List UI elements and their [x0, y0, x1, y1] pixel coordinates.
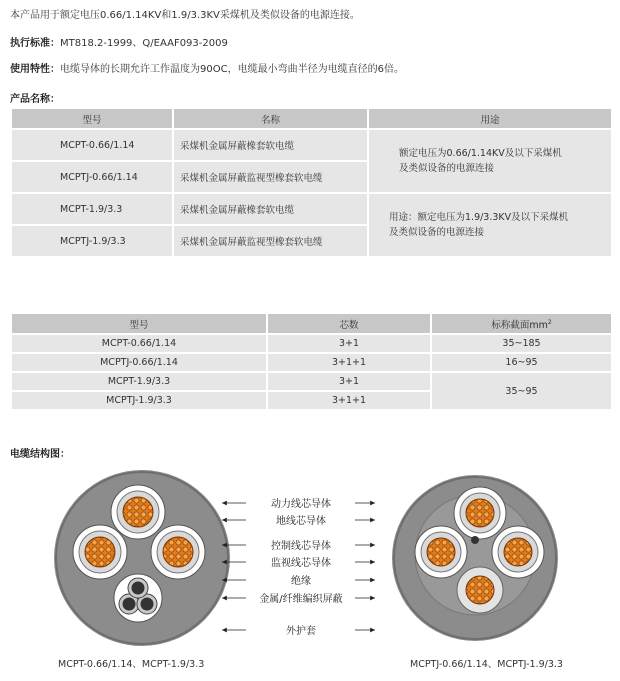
- cell-section: 16~95: [431, 353, 612, 372]
- product-table: [10, 107, 613, 258]
- cell-cores: 3+1+1: [267, 353, 431, 372]
- monitor-core-right: [471, 536, 479, 544]
- intro-text: 本产品用于额定电压0.66/1.14KV和1.9/3.3KV采煤机及类似设备的电源连接。: [10, 10, 360, 21]
- table-row: [11, 334, 612, 353]
- use-1-line-2: 及类似设备的电源连接: [399, 163, 495, 174]
- standard-label: 执行标准：: [10, 38, 60, 49]
- table-row: [11, 372, 612, 391]
- table-row: [11, 129, 612, 161]
- table-header-row: [11, 108, 612, 129]
- structure-labels: [259, 497, 342, 637]
- cell-name: 采煤机金属屏蔽监视型橡套软电缆: [173, 225, 368, 257]
- usage-label: 使用特性：: [10, 64, 60, 75]
- cell-use-2: [368, 193, 612, 257]
- use-2-line-2: 及类似设备的电源连接: [389, 227, 485, 238]
- use-2-line-1: 用途：额定电压为1.9/3.3KV及以下采煤机: [389, 212, 569, 223]
- usage-value: 电缆导体的长期允许工作温度为90OC，电缆最小弯曲半径为电缆直径的6倍。: [60, 64, 404, 75]
- section-header-sup: 2: [547, 318, 552, 326]
- cell-model: MCPT-0.66/1.14: [11, 334, 267, 353]
- power-core-right-l: [415, 526, 467, 578]
- power-core-left-l: [73, 525, 127, 579]
- section-header-text: 标称截面mm: [491, 319, 548, 331]
- standard-value: MT818.2-1999、Q/EAAF093-2009: [60, 38, 228, 49]
- cell-section: 35~185: [431, 334, 612, 353]
- label-shield: 金属/纤维编织屏蔽: [259, 594, 343, 605]
- power-core-right-r: [492, 526, 544, 578]
- label-monitor-conductor: 监视线芯导体: [271, 558, 331, 569]
- col-header-cores: 芯数: [267, 313, 431, 334]
- cell-name: 采煤机金属屏蔽监视型橡套软电缆: [173, 161, 368, 193]
- power-core-right-top: [454, 487, 506, 539]
- standard-line: [10, 34, 228, 49]
- col-header-model: 型号: [11, 313, 267, 334]
- control-cores-left: [114, 574, 162, 622]
- cell-model: MCPTJ-0.66/1.14: [11, 353, 267, 372]
- cable-right: [392, 475, 558, 641]
- col-header-section: [431, 313, 612, 334]
- cable-left: [54, 470, 230, 646]
- structure-heading: 电缆结构图：: [10, 449, 70, 460]
- label-insulation: 绝缘: [291, 576, 311, 587]
- cell-model: MCPTJ-1.9/3.3: [11, 225, 173, 257]
- cell-use-1: [368, 129, 612, 193]
- power-core-left-top: [111, 485, 165, 539]
- table-row: [11, 353, 612, 372]
- spec-table: [10, 312, 613, 411]
- col-header-name: 名称: [173, 108, 368, 129]
- cell-model: MCPTJ-0.66/1.14: [11, 161, 173, 193]
- label-control-conductor: 控制线芯导体: [271, 541, 331, 552]
- cell-name: 采煤机金属屏蔽橡套软电缆: [173, 193, 368, 225]
- cell-cores: 3+1+1: [267, 391, 431, 410]
- col-header-model: 型号: [11, 108, 173, 129]
- label-power-conductor: 动力线芯导体: [271, 499, 331, 510]
- caption-left: MCPT-0.66/1.14、MCPT-1.9/3.3: [58, 659, 205, 670]
- cell-model: MCPT-1.9/3.3: [11, 193, 173, 225]
- caption-right: MCPTJ-0.66/1.14、MCPTJ-1.9/3.3: [410, 659, 563, 670]
- power-core-left-r: [151, 525, 205, 579]
- cell-cores: 3+1: [267, 372, 431, 391]
- cell-model: MCPT-0.66/1.14: [11, 129, 173, 161]
- label-ground-conductor: 地线芯导体: [276, 516, 326, 527]
- ground-core-right: [457, 567, 503, 613]
- product-heading: 产品名称：: [10, 94, 60, 105]
- cell-model: MCPT-1.9/3.3: [11, 372, 267, 391]
- usage-line: [10, 60, 404, 75]
- table-header-row: [11, 313, 612, 334]
- label-outer-sheath: 外护套: [286, 626, 316, 637]
- cable-structure-diagram: [0, 470, 620, 650]
- table-row: [11, 193, 612, 225]
- cell-name: 采煤机金属屏蔽橡套软电缆: [173, 129, 368, 161]
- cell-section: 35~95: [431, 372, 612, 410]
- col-header-use: 用途: [368, 108, 612, 129]
- cell-cores: 3+1: [267, 334, 431, 353]
- cell-model: MCPTJ-1.9/3.3: [11, 391, 267, 410]
- use-1-line-1: 额定电压为0.66/1.14KV及以下采煤机: [399, 148, 562, 159]
